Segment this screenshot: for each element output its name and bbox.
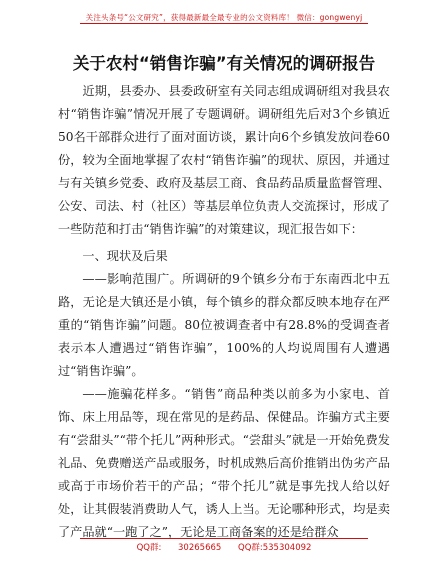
document-body [58, 80, 390, 544]
header-divider [80, 23, 368, 24]
body-paragraph-2: ——施骗花样多。“销售”商品种类以前多为小家电、首饰、床上用品等，现在常见的是药品、保健品。诈骗方式主要有“尝甜头”“带个托儿”两种形式。“尝甜头”就是一开始免费发礼品、免费赠送产品或服务，时机成熟后高价推销出伪劣产品或高于市场价若干的产品；“带个托儿”就是事先找人给以好处，让其假装消费助人气，诱人上当。无论哪种形式，均是卖了产品就“一跑了之”，无论是工商备案的还是给群众 [58, 387, 390, 539]
header-banner: 关注头条号“公文研究”，获得最新最全最专业的公文资料库！ 微信：gongwenyj [85, 13, 363, 22]
footer-qq-group-2: QQ群:535304092 [238, 543, 312, 553]
section-heading: 一、现状及后果 [82, 249, 168, 263]
body-paragraph-1: ——影响范围广。所调研的9个镇乡分布于东南西北中五路，无论是大镇还是小镇，每个镇乡的群众都反映本地存在严重的“销售诈骗”问题。80位被调查者中有28.8%的受调查者表示本人遭遇过“销售诈骗”，100%的人均说周围有人遭遇过“销售诈骗”。 [58, 272, 390, 378]
footer [0, 541, 448, 553]
footer-divider [80, 538, 368, 539]
document-title: 关于农村“销售诈骗”有关情况的调研报告 [72, 54, 376, 73]
intro-paragraph: 近期，县委办、县委政研室有关同志组成调研组对我县农村“销售诈骗”情况开展了专题调研。调研组先后对3个乡镇近50名干部群众进行了面对面访谈，累计向6个乡镇发放问卷60份，较为全面地掌握了农村“销售诈骗”的现状、原因，并通过与有关镇乡党委、政府及基层工商、食品药品质量监督管理、公安、司法、村（社区）等基层单位负责人交流探讨，形成了一些防范和打击“销售诈骗”的对策建议，现汇报告如下： [58, 84, 390, 236]
footer-qq-group-1: QQ群: 30265665 [136, 543, 222, 553]
